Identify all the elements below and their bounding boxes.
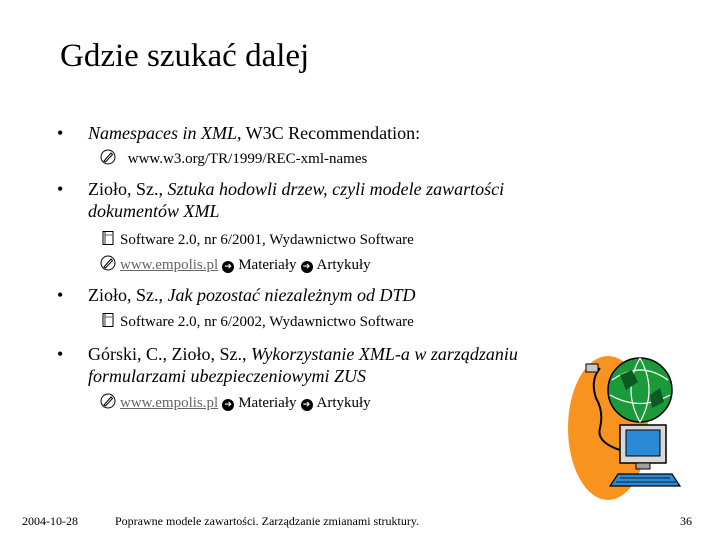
reference-title: Jak pozostać niezależnym od DTD [167,285,416,305]
globe-computer-icon [560,350,710,500]
articles-link[interactable]: Artykuły [316,257,371,273]
sub-item [100,393,371,413]
sub-item [100,149,367,169]
pencil-icon [100,255,116,271]
reference-rest: , W3C Recommendation: [236,123,421,143]
publication-text: Software 2.0, nr 6/2002, Wydawnictwo Software [120,314,414,330]
materials-link[interactable]: Materiały [238,257,297,273]
reference-title: Sztuka hodowli drzew, czyli modele zawartości dokumentów XML [88,179,505,221]
articles-link[interactable]: Artykuły [316,395,371,411]
notebook-icon [100,230,116,246]
reference-title: Wykorzystanie XML-a w zarządzaniu formularzami ubezpieczeniowymi ZUS [88,344,518,386]
empolis-link[interactable]: www.empolis.pl [120,395,219,411]
publication-text: Software 2.0, nr 6/2001, Wydawnictwo Software [120,232,414,248]
materials-link[interactable]: Materiały [238,395,297,411]
bullet-glyph: • [57,123,64,143]
bullet-glyph: • [57,285,64,305]
bullet-item [57,178,582,222]
reference-title: Namespaces in XML [88,123,237,143]
pencil-icon [100,149,116,165]
author: Zioło, Sz., [88,179,168,199]
author: Zioło, Sz., [88,285,168,305]
sub-item [100,230,414,250]
bullet-item [57,122,582,144]
page-number: 36 [680,514,692,528]
bullet-item [57,343,572,387]
sub-item [100,255,371,275]
empolis-link[interactable]: www.empolis.pl [120,257,219,273]
footer-date: 2004-10-28 [22,514,78,528]
bullet-glyph: • [57,344,64,364]
bullet-item [57,284,582,306]
url-text: www.w3.org/TR/1999/REC-xml-names [127,151,368,167]
arrow-icon: ➔ [222,261,234,273]
arrow-icon: ➔ [301,261,313,273]
arrow-icon: ➔ [222,399,234,411]
footer-caption: Poprawne modele zawartości. Zarządzanie zmianami struktury. [115,514,420,528]
bullet-glyph: • [57,179,64,199]
sub-item [100,312,414,332]
notebook-icon [100,312,116,328]
arrow-icon: ➔ [301,399,313,411]
pencil-icon [100,393,116,409]
slide-title: Gdzie szukać dalej [60,38,310,74]
author: Górski, C., Zioło, Sz., [88,344,252,364]
